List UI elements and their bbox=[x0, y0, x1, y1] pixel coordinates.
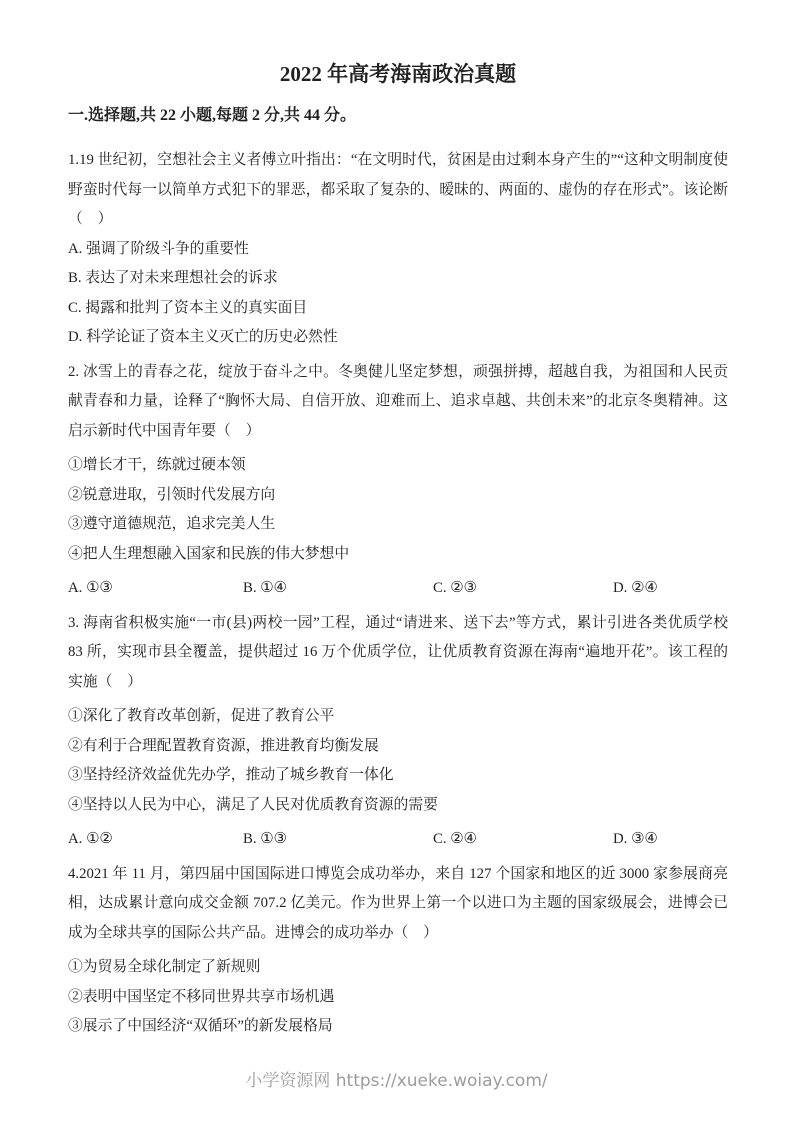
option-line-d: D. 科学论证了资本主义灭亡的历史必然性 bbox=[68, 329, 338, 345]
statement-3: ③遵守道德规范，追求完美人生 bbox=[68, 516, 276, 532]
question-1-stem: 1.19 世纪初，空想社会主义者傅立叶指出：“在文明时代，贫困是由过剩本身产生的”“这种文明制度使野蛮时代每一以简单方式犯下的罪恶，都采取了复杂的、暧昧的、两面的、虚伪的存在形式”。该论断（ ） bbox=[68, 152, 728, 227]
choice-d: D. ③④ bbox=[613, 831, 658, 847]
choice-a: A. ①② bbox=[68, 831, 113, 847]
statement-1: ①深化了教育改革创新，促进了教育公平 bbox=[68, 708, 335, 724]
page-title: 2022 年高考海南政治真题 bbox=[279, 62, 517, 86]
statement-2: ②锐意进取，引领时代发展方向 bbox=[68, 486, 276, 503]
option-line-a: A. 强调了阶级斗争的重要性 bbox=[68, 240, 249, 257]
choice-a: A. ①③ bbox=[68, 580, 113, 596]
statement-1: ①为贸易全球化制定了新规则 bbox=[68, 959, 261, 975]
choice-b: B. ①③ bbox=[243, 831, 287, 847]
question-3-statements bbox=[68, 702, 728, 820]
statement-3: ③坚持经济效益优先办学，推动了城乡教育一体化 bbox=[68, 767, 394, 783]
statement-1: ①增长才干，练就过硬本领 bbox=[68, 457, 246, 473]
question-3-choice-row bbox=[68, 825, 728, 855]
question-4 bbox=[68, 860, 728, 1042]
footer-watermark: 小学资源网 https://xueke.woiay.com/ bbox=[245, 1071, 548, 1091]
statement-4: ④把人生理想融入国家和民族的伟大梦想中 bbox=[68, 545, 350, 562]
choice-d: D. ②④ bbox=[613, 580, 658, 596]
question-2 bbox=[68, 358, 728, 604]
choice-c: C. ②③ bbox=[433, 580, 477, 596]
section-heading: 一.选择题,共 22 小题,每题 2 分,共 44 分。 bbox=[68, 107, 357, 124]
choice-b: B. ①④ bbox=[243, 580, 287, 596]
choice-c: C. ②④ bbox=[433, 831, 477, 847]
question-1-options bbox=[68, 235, 728, 353]
question-2-stem: 2. 冰雪上的青春之花，绽放于奋斗之中。冬奥健儿坚定梦想，顽强拼搏，超越自我，为祖国和人民贡献青春和力量，诠释了“胸怀大局、自信开放、迎难而上、追求卓越、共创未来”的北京冬奥精神。这启示新时代中国青年要（ ） bbox=[68, 363, 728, 439]
question-1 bbox=[68, 146, 728, 353]
option-line-c: C. 揭露和批判了资本主义的真实面目 bbox=[68, 299, 308, 316]
question-3-stem: 3. 海南省积极实施“一市(县)两校一园”工程，通过“请进来、送下去”等方式，累计引进各类优质学校 83 所，实现市县全覆盖，提供超过 16 万个优质学位，让优质教育资源在海南“遍地开花”。该工程的实施（ ） bbox=[68, 614, 728, 690]
statement-3: ③展示了中国经济“双循环”的新发展格局 bbox=[68, 1018, 333, 1034]
question-3 bbox=[68, 609, 728, 855]
statement-2: ②有利于合理配置教育资源，推进教育均衡发展 bbox=[68, 737, 379, 754]
question-4-statements bbox=[68, 953, 728, 1042]
statement-2: ②表明中国坚定不移同世界共享市场机遇 bbox=[68, 988, 335, 1005]
question-2-statements bbox=[68, 451, 728, 569]
question-2-choice-row bbox=[68, 574, 728, 604]
option-line-b: B. 表达了对未来理想社会的诉求 bbox=[68, 270, 278, 286]
question-4-stem: 4.2021 年 11 月，第四届中国国际进口博览会成功举办，来自 127 个国家和地区的近 3000 家参展商亮相，达成累计意向成交金额 707.2 亿美元。作为世界上第一个以进口为主题的国家级展会，进博会已成为全球共享的国际公共产品。进博会的成功举办（ ） bbox=[68, 865, 728, 941]
statement-4: ④坚持以人民为中心，满足了人民对优质教育资源的需要 bbox=[68, 796, 438, 813]
